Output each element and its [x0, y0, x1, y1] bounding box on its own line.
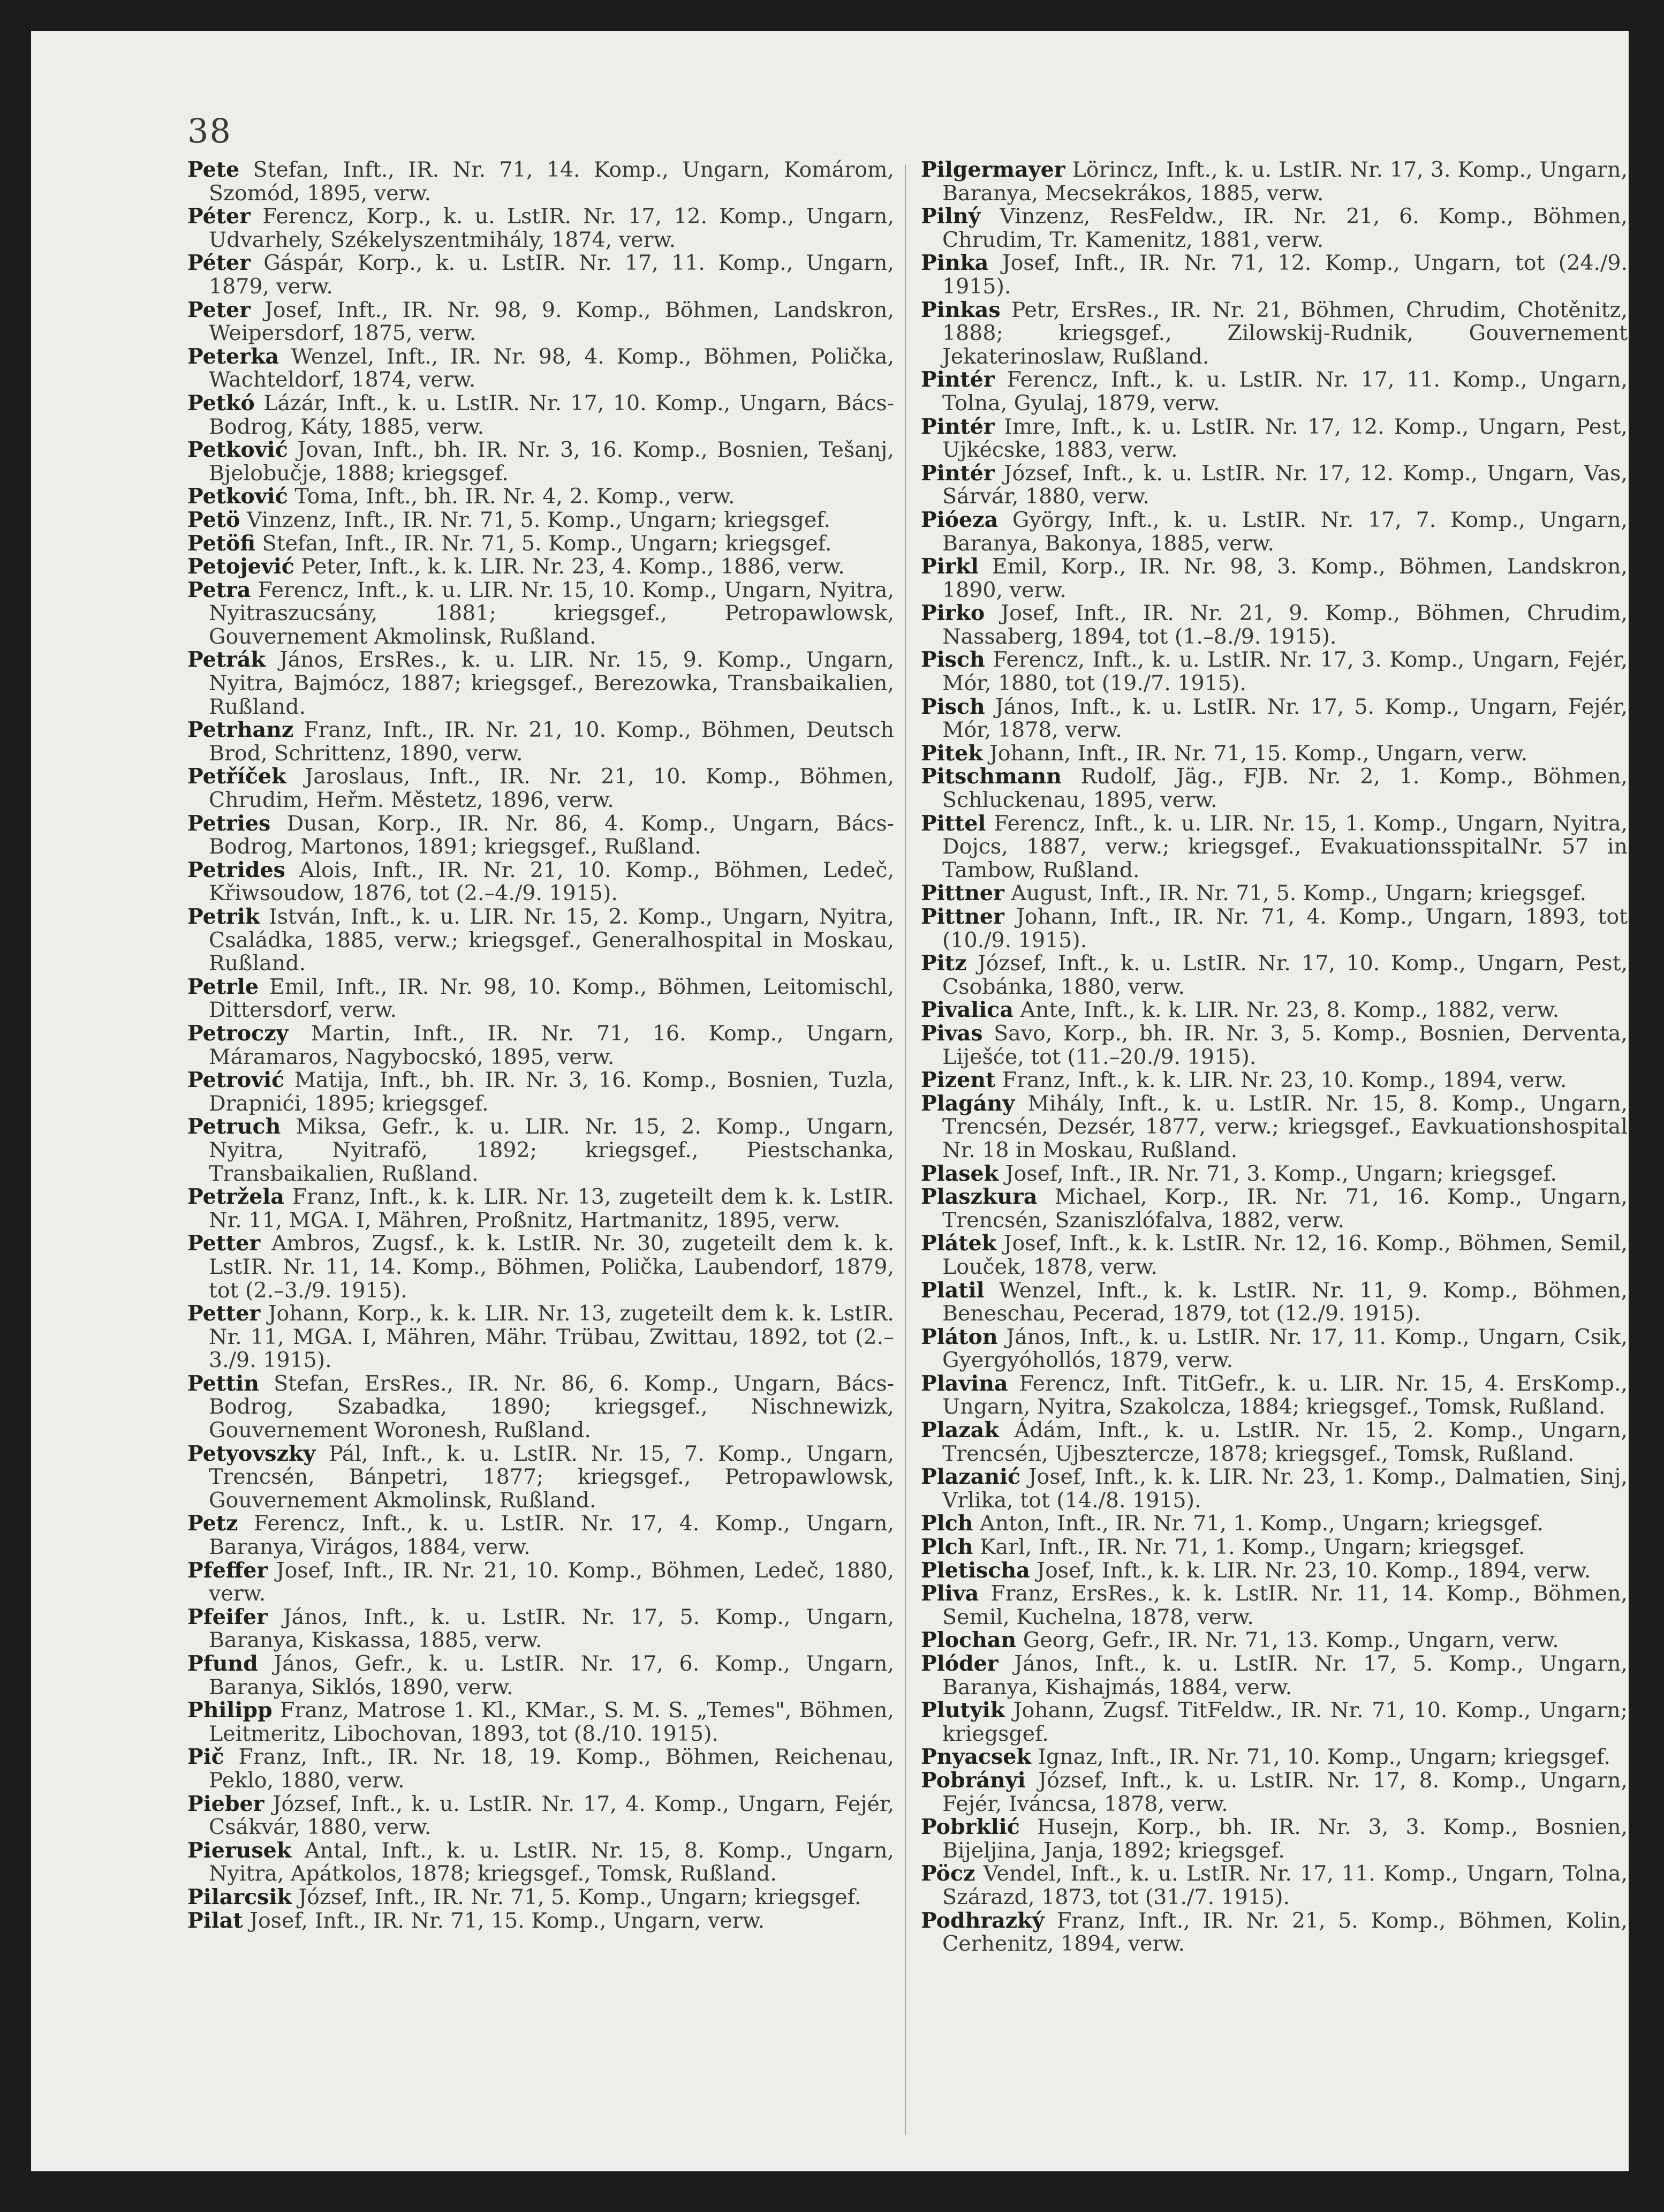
register-entry: [921, 1326, 1628, 1372]
entry-surname: Petter: [187, 1301, 261, 1326]
register-entry: [187, 1793, 894, 1839]
entry-details: Martin, Inft., IR. Nr. 71, 16. Komp., Ungarn, Máramaros, Nagybocskó, 1895, verw.: [209, 1021, 895, 1069]
register-entry: [921, 252, 1628, 298]
entry-surname: Plátek: [921, 1231, 997, 1256]
entry-details: János, Inft., k. u. LstIR. Nr. 17, 5. Komp., Ungarn, Fejér, Mór, 1878, verw.: [942, 694, 1628, 743]
entry-surname: Plavina: [921, 1371, 1008, 1396]
entry-surname: Petković: [187, 437, 288, 463]
entry-surname: Pnyacsek: [921, 1745, 1031, 1770]
entry-surname: Petojević: [187, 554, 294, 579]
entry-surname: Petkó: [187, 390, 255, 416]
entry-details: Stefan, Inft., IR. Nr. 71, 14. Komp., Ungarn, Komárom, Szomód, 1895, verw.: [209, 157, 894, 206]
register-entry: [187, 1839, 894, 1886]
register-entry: [921, 416, 1628, 462]
register-entry: [921, 1162, 1628, 1186]
entry-surname: Petrhanz: [187, 718, 294, 743]
register-entry: [921, 1699, 1628, 1746]
entry-details: Josef, Inft., k. k. LIR. Nr. 23, 1. Komp., Dalmatien, Sinj, Vrlika, tot (14./8. 1915).: [942, 1464, 1628, 1513]
entry-details: György, Inft., k. u. LstIR. Nr. 17, 7. Komp., Ungarn, Baranya, Bakonya, 1885, verw.: [942, 507, 1628, 556]
entry-details: Ferencz, Inft. TitGefr., k. u. LIR. Nr. 15, 4. ErsKomp., Ungarn, Nyitra, Szakolcza, 1884; kriegsgef., Tomsk, Rußland.: [942, 1371, 1628, 1420]
entry-details: János, Inft., k. u. LstIR. Nr. 17, 11. Komp., Ungarn, Csik, Gyergyóhollós, 1879, verw.: [942, 1324, 1628, 1373]
entry-details: János, Inft., k. u. LstIR. Nr. 17, 5. Komp., Ungarn, Baranya, Kiskassa, 1885, verw.: [209, 1604, 894, 1653]
entry-details: Josef, Inft., IR. Nr. 71, 3. Komp., Ungarn; kriegsgef.: [1005, 1161, 1557, 1186]
entry-details: Husejn, Korp., bh. IR. Nr. 3, 3. Komp., Bosnien, Bijeljina, Janja, 1892; kriegsgef.: [942, 1815, 1628, 1863]
register-entry: [921, 1862, 1628, 1909]
entry-details: Rudolf, Jäg., FJB. Nr. 2, 1. Komp., Böhmen, Schluckenau, 1895, verw.: [942, 764, 1628, 813]
entry-details: Ferencz, Inft., k. u. LstIR. Nr. 17, 3. Komp., Ungarn, Fejér, Mór, 1880, tot (19./7. 1915).: [942, 647, 1628, 696]
register-entry: [187, 252, 894, 298]
entry-surname: Pizent: [921, 1068, 996, 1093]
register-entry: [921, 462, 1628, 509]
entry-surname: Platil: [921, 1278, 985, 1303]
register-entry: [187, 812, 894, 859]
register-entry: [187, 1022, 894, 1069]
entry-details: Ferencz, Inft., k. u. LstIR. Nr. 17, 4. Komp., Ungarn, Baranya, Virágos, 1884, verw.: [209, 1511, 894, 1560]
entry-surname: Pletischa: [921, 1558, 1030, 1583]
column-divider: [905, 165, 906, 2135]
entry-details: Miksa, Gefr., k. u. LIR. Nr. 15, 2. Komp., Ungarn, Nyitra, Nyitrafö, 1892; kriegsgef., Piestschanka, Transbaikalien, Rußland.: [209, 1114, 894, 1186]
register-entry: [187, 905, 894, 976]
entry-details: Franz, ErsRes., k. k. LstIR. Nr. 11, 14. Komp., Böhmen, Semil, Kuchelna, 1878, verw.: [942, 1581, 1628, 1629]
entry-surname: Petz: [187, 1511, 238, 1536]
register-entry: [921, 812, 1628, 882]
entry-details: Gáspár, Korp., k. u. LstIR. Nr. 17, 11. Komp., Ungarn, 1879, verw.: [209, 251, 894, 299]
register-entry: [187, 765, 894, 812]
entry-surname: Péter: [187, 251, 251, 276]
register-entry: [187, 1443, 894, 1513]
entry-surname: Pilarcsik: [187, 1884, 292, 1909]
entry-surname: Pittner: [921, 904, 1004, 929]
entry-surname: Pitz: [921, 951, 967, 976]
register-entry: [921, 1279, 1628, 1326]
entry-surname: Pivalica: [921, 998, 1013, 1023]
register-entry: [187, 1746, 894, 1792]
entry-details: Dusan, Korp., IR. Nr. 86, 4. Komp., Ungarn, Bács-Bodrog, Martonos, 1891; kriegsgef., Rußland.: [209, 811, 894, 859]
entry-details: Ferencz, Inft., k. u. LIR. Nr. 15, 10. Komp., Ungarn, Nyitra, Nyitraszucsány, 1881; kriegsgef., Petropawlowsk, Gouvernement Akmolinsk, Rußland.: [209, 577, 894, 649]
entry-surname: Petra: [187, 577, 251, 602]
entry-surname: Plochan: [921, 1628, 1017, 1653]
entry-surname: Peter: [187, 297, 251, 322]
entry-surname: Pič: [187, 1745, 224, 1770]
entry-details: Johann, Inft., IR. Nr. 71, 4. Komp., Ungarn, 1893, tot (10./9. 1915).: [942, 904, 1628, 953]
entry-surname: Pinka: [921, 251, 989, 276]
entry-surname: Petrák: [187, 647, 266, 673]
entry-details: István, Inft., k. u. LIR. Nr. 15, 2. Komp., Ungarn, Nyitra, Családka, 1885, verw.; kriegsgef., Generalhospital in Moskau, Rußland.: [209, 904, 895, 976]
register-entry: [187, 205, 894, 252]
entry-details: József, Inft., IR. Nr. 71, 5. Komp., Ungarn; kriegsgef.: [298, 1884, 861, 1909]
entry-surname: Petržela: [187, 1184, 284, 1210]
entry-details: Josef, Inft., IR. Nr. 21, 10. Komp., Böhmen, Ledeč, 1880, verw.: [209, 1558, 894, 1606]
register-entry: [921, 1536, 1628, 1559]
register-entry: [187, 532, 894, 556]
entry-details: Franz, Inft., IR. Nr. 21, 10. Komp., Böhmen, Deutsch Brod, Schrittenz, 1890, verw.: [209, 718, 894, 766]
register-entry: [921, 1909, 1628, 1956]
entry-surname: Pöcz: [921, 1861, 975, 1886]
page-number: 38: [187, 111, 232, 150]
register-entry: [187, 1232, 894, 1302]
entry-surname: Péter: [187, 204, 251, 229]
register-entry: [921, 905, 1628, 952]
book-page: [31, 31, 1629, 2171]
entry-details: Franz, Matrose 1. Kl., KMar., S. M. S. „Temes", Böhmen, Leitmeritz, Libochovan, 1893, tot (8./10. 1915).: [209, 1698, 894, 1746]
entry-details: Ferencz, Korp., k. u. LstIR. Nr. 17, 12. Komp., Ungarn, Udvarhely, Székelyszentmihály, 1874, verw.: [209, 204, 894, 252]
entry-details: Vinzenz, ResFeldw., IR. Nr. 21, 6. Komp., Böhmen, Chrudim, Tr. Kamenitz, 1881, verw.: [942, 204, 1628, 252]
register-entry: [187, 1512, 894, 1559]
register-entry: [921, 509, 1628, 555]
register-entry: [921, 299, 1628, 369]
register-entry: [921, 1372, 1628, 1419]
register-entry: [187, 509, 894, 532]
entry-details: Peter, Inft., k. k. LIR. Nr. 23, 4. Komp., 1886, verw.: [301, 554, 845, 579]
register-entry: [921, 1069, 1628, 1092]
entry-details: Ante, Inft., k. k. LIR. Nr. 23, 8. Komp., 1882, verw.: [1020, 998, 1560, 1023]
entry-details: Pál, Inft., k. u. LstIR. Nr. 15, 7. Komp., Ungarn, Trencsén, Bánpetri, 1877; kriegsgef., Petropawlowsk, Gouvernement Akmolinsk, Rußland.: [209, 1441, 894, 1513]
register-entry: [921, 205, 1628, 252]
entry-surname: Petrović: [187, 1068, 285, 1093]
entry-surname: Plaszkura: [921, 1184, 1038, 1210]
entry-surname: Pfund: [187, 1651, 258, 1676]
entry-details: Josef, Inft., IR. Nr. 21, 9. Komp., Böhmen, Chrudim, Nassaberg, 1894, tot (1.–8./9. 1915).: [942, 601, 1628, 649]
entry-surname: Pliva: [921, 1581, 979, 1606]
entry-surname: Pintér: [921, 460, 995, 486]
entry-surname: Petries: [187, 811, 271, 836]
entry-surname: Pobrklić: [921, 1815, 1020, 1840]
entry-details: János, Gefr., k. u. LstIR. Nr. 17, 6. Komp., Ungarn, Baranya, Siklós, 1890, verw.: [209, 1651, 895, 1700]
entry-details: József, Inft., k. u. LstIR. Nr. 17, 12. Komp., Ungarn, Vas, Sárvár, 1880, verw.: [942, 460, 1628, 509]
register-entry: [187, 299, 894, 345]
entry-surname: Plutyik: [921, 1698, 1005, 1723]
entry-details: Vendel, Inft., k. u. LstIR. Nr. 17, 11. Komp., Ungarn, Tolna, Szárazd, 1873, tot (31./7. 1915).: [942, 1861, 1628, 1909]
entry-details: Emil, Korp., IR. Nr. 98, 3. Komp., Böhmen, Landskron, 1890, verw.: [942, 554, 1628, 602]
register-entry: [187, 719, 894, 765]
entry-surname: Petrides: [187, 857, 285, 882]
entry-surname: Pisch: [921, 694, 985, 719]
register-entry: [187, 1909, 894, 1933]
entry-surname: Pilat: [187, 1908, 243, 1933]
entry-details: Josef, Inft., IR. Nr. 71, 12. Komp., Ungarn, tot (24./9. 1915).: [942, 251, 1628, 299]
register-entry: [187, 345, 894, 392]
entry-details: Matija, Inft., bh. IR. Nr. 3, 16. Komp., Bosnien, Tuzla, Drapnići, 1895; kriegsgef.: [209, 1068, 894, 1116]
entry-details: Stefan, ErsRes., IR. Nr. 86, 6. Komp., Ungarn, Bács-Bodrog, Szabadka, 1890; kriegsgef., Nischnewizk, Gouvernement Woronesh, Rußland.: [209, 1371, 894, 1443]
entry-details: József, Inft., k. u. LstIR. Nr. 17, 4. Komp., Ungarn, Fejér, Csákvár, 1880, verw.: [209, 1791, 894, 1840]
entry-details: Franz, Inft., IR. Nr. 21, 5. Komp., Böhmen, Kolin, Cerhenitz, 1894, verw.: [942, 1908, 1628, 1957]
entry-surname: Pfeifer: [187, 1604, 268, 1629]
register-entry: [187, 1606, 894, 1652]
register-entry: [187, 1186, 894, 1232]
entry-surname: Pfeffer: [187, 1558, 268, 1583]
register-entry: [921, 1746, 1628, 1769]
register-entry: [187, 485, 894, 509]
entry-details: Vinzenz, Inft., IR. Nr. 71, 5. Komp., Ungarn; kriegsgef.: [246, 507, 831, 532]
entry-details: Ádám, Inft., k. u. LstIR. Nr. 15, 2. Komp., Ungarn, Trencsén, Ujbesztercze, 1878; kriegsgef., Tomsk, Rußland.: [942, 1418, 1628, 1466]
entry-surname: Pilgermayer: [921, 157, 1065, 182]
register-entry: [921, 1092, 1628, 1162]
entry-details: József, Inft., k. u. LstIR. Nr. 17, 10. Komp., Ungarn, Pest, Csobánka, 1880, verw.: [942, 951, 1628, 999]
entry-surname: Petter: [187, 1231, 261, 1256]
entry-details: Emil, Inft., IR. Nr. 98, 10. Komp., Böhmen, Leitomischl, Dittersdorf, verw.: [209, 974, 894, 1023]
register-entry: [921, 742, 1628, 766]
register-entry: [187, 579, 894, 649]
entry-surname: Pirko: [921, 601, 985, 626]
entry-surname: Petković: [187, 484, 288, 509]
entry-surname: Petrle: [187, 974, 259, 999]
entry-details: Johann, Korp., k. k. LIR. Nr. 13, zugeteilt dem k. k. LstIR. Nr. 11, MGA. I, Mähren, Mähr. Trübau, Zwittau, 1892, tot (2.–3./9. 1915).: [209, 1301, 894, 1373]
register-entry: [187, 392, 894, 439]
register-entry: [921, 1769, 1628, 1816]
entry-surname: Petyovszky: [187, 1441, 316, 1466]
register-entry: [921, 158, 1628, 205]
entry-details: Lörincz, Inft., k. u. LstIR. Nr. 17, 3. Komp., Ungarn, Baranya, Mecsekrákos, 1885, verw.: [942, 157, 1628, 206]
entry-details: Franz, Inft., IR. Nr. 18, 19. Komp., Böhmen, Reichenau, Peklo, 1880, verw.: [209, 1745, 894, 1793]
entry-details: József, Inft., k. u. LstIR. Nr. 17, 8. Komp., Ungarn, Fejér, Iváncsa, 1878, verw.: [942, 1768, 1628, 1816]
entry-surname: Petruch: [187, 1114, 281, 1139]
entry-details: Johann, Inft., IR. Nr. 71, 15. Komp., Ungarn, verw.: [989, 741, 1528, 766]
entry-surname: Pittner: [921, 881, 1004, 906]
entry-details: Josef, Inft., IR. Nr. 98, 9. Komp., Böhmen, Landskron, Weipersdorf, 1875, verw.: [209, 297, 895, 346]
entry-surname: Pióeza: [921, 507, 999, 532]
entry-surname: Pintér: [921, 367, 995, 392]
entry-details: Franz, Inft., k. k. LIR. Nr. 13, zugeteilt dem k. k. LstIR. Nr. 11, MGA. I, Mähren, Proßnitz, Hartmanitz, 1895, verw.: [209, 1184, 894, 1233]
entry-details: Stefan, Inft., IR. Nr. 71, 5. Komp., Ungarn; kriegsgef.: [262, 531, 832, 556]
entry-surname: Petöfi: [187, 531, 256, 556]
entry-surname: Plazak: [921, 1418, 999, 1443]
register-entry: [187, 1699, 894, 1746]
entry-details: Josef, Inft., k. k. LIR. Nr. 23, 10. Komp., 1894, verw.: [1037, 1558, 1591, 1583]
register-entry: [921, 1582, 1628, 1629]
entry-details: Lázár, Inft., k. u. LstIR. Nr. 17, 10. Komp., Ungarn, Bács-Bodrog, Káty, 1885, verw.: [209, 390, 894, 439]
register-entry: [187, 1372, 894, 1443]
register-entry: [921, 1419, 1628, 1466]
register-entry: [187, 1302, 894, 1372]
entry-details: Anton, Inft., IR. Nr. 71, 1. Komp., Ungarn; kriegsgef.: [980, 1511, 1544, 1536]
entry-surname: Pirkl: [921, 554, 979, 579]
register-entry: [187, 158, 894, 205]
register-entry: [187, 439, 894, 485]
entry-surname: Plagány: [921, 1091, 1015, 1116]
entry-surname: Pisch: [921, 647, 985, 673]
register-entry: [921, 1022, 1628, 1069]
entry-surname: Philipp: [187, 1698, 273, 1723]
register-entry: [187, 859, 894, 905]
entry-details: Johann, Zugsf. TitFeldw., IR. Nr. 71, 10. Komp., Ungarn; kriegsgef.: [942, 1698, 1628, 1746]
entry-details: August, Inft., IR. Nr. 71, 5. Komp., Ungarn; kriegsgef.: [1011, 881, 1587, 906]
entry-details: Michael, Korp., IR. Nr. 71, 16. Komp., Ungarn, Trencsén, Szaniszlófalva, 1882, verw.: [942, 1184, 1628, 1233]
entry-details: Josef, Inft., k. k. LstIR. Nr. 12, 16. Komp., Böhmen, Semil, Louček, 1878, verw.: [942, 1231, 1628, 1279]
register-entry: [921, 602, 1628, 648]
register-entry: [921, 1629, 1628, 1652]
entry-surname: Plazanić: [921, 1464, 1021, 1490]
register-entry: [187, 555, 894, 579]
register-entry: [921, 696, 1628, 742]
entry-details: Ambros, Zugsf., k. k. LstIR. Nr. 30, zugeteilt dem k. k. LstIR. Nr. 11, 14. Komp., Böhmen, Polička, Laubendorf, 1879, tot (2.–3./9. 1915).: [209, 1231, 895, 1303]
register-entry: [921, 1652, 1628, 1699]
entry-details: Josef, Inft., IR. Nr. 71, 15. Komp., Ungarn, verw.: [249, 1908, 765, 1933]
entry-surname: Petříček: [187, 764, 286, 789]
entry-details: Petr, ErsRes., IR. Nr. 21, Böhmen, Chrudim, Chotěnitz, 1888; kriegsgef., Zilowskij-Rudnik, Gouvernement Jekaterinoslaw, Rußland.: [942, 297, 1628, 369]
entry-details: János, Inft., k. u. LstIR. Nr. 17, 5. Komp., Ungarn, Baranya, Kishajmás, 1884, verw.: [942, 1651, 1628, 1700]
entry-surname: Pinkas: [921, 297, 1001, 322]
entry-details: Franz, Inft., k. k. LIR. Nr. 23, 10. Komp., 1894, verw.: [1002, 1068, 1567, 1093]
entry-details: Georg, Gefr., IR. Nr. 71, 13. Komp., Ungarn, verw.: [1023, 1628, 1559, 1653]
entry-details: Jaroslaus, Inft., IR. Nr. 21, 10. Komp., Böhmen, Chrudim, Heřm. Městetz, 1896, verw.: [209, 764, 894, 813]
entry-details: Alois, Inft., IR. Nr. 21, 10. Komp., Böhmen, Ledeč, Křiwsoudow, 1876, tot (2.–4./9. 1915).: [209, 857, 894, 906]
entry-details: Ferencz, Inft., k. u. LstIR. Nr. 17, 11. Komp., Ungarn, Tolna, Gyulaj, 1879, verw.: [942, 367, 1628, 416]
entry-surname: Petrik: [187, 904, 260, 929]
register-entry: [921, 765, 1628, 812]
register-entry: [921, 368, 1628, 415]
register-entry: [921, 1232, 1628, 1279]
entry-surname: Petroczy: [187, 1021, 289, 1046]
entry-surname: Pláton: [921, 1324, 998, 1349]
entry-details: Ferencz, Inft., k. u. LIR. Nr. 15, 1. Komp., Ungarn, Nyitra, Dojcs, 1887, verw.; kriegsgef., EvakuationsspitalNr. 57 in Tambow, Rußland.: [942, 811, 1628, 882]
register-entry: [921, 648, 1628, 695]
entry-details: Karl, Inft., IR. Nr. 71, 1. Komp., Ungarn; kriegsgef.: [980, 1535, 1525, 1560]
register-entry: [187, 976, 894, 1022]
entry-surname: Pierusek: [187, 1838, 292, 1863]
register-entry: [187, 1069, 894, 1115]
entry-surname: Peterka: [187, 344, 279, 369]
entry-details: Wenzel, Inft., k. k. LstIR. Nr. 11, 9. Komp., Böhmen, Beneschau, Pecerad, 1879, tot (12./9. 1915).: [942, 1278, 1628, 1326]
register-entry: [187, 1115, 894, 1186]
register-entry: [921, 1816, 1628, 1862]
register-entry: [921, 952, 1628, 999]
entry-surname: Pobrányi: [921, 1768, 1026, 1793]
entry-surname: Pitek: [921, 741, 983, 766]
register-entry: [921, 999, 1628, 1022]
entry-surname: Pivas: [921, 1021, 983, 1046]
register-entry: [921, 1186, 1628, 1232]
entry-details: Savo, Korp., bh. IR. Nr. 3, 5. Komp., Bosnien, Derventa, Liješće, tot (11.–20./9. 1915).: [942, 1021, 1628, 1069]
entry-details: Ignaz, Inft., IR. Nr. 71, 10. Komp., Ungarn; kriegsgef.: [1038, 1745, 1610, 1770]
register-entry: [187, 1652, 894, 1699]
register-entry: [921, 1512, 1628, 1536]
entry-surname: Pilný: [921, 204, 981, 229]
entry-details: Mihály, Inft., k. u. LstIR. Nr. 15, 8. Komp., Ungarn, Trencsén, Dezsér, 1877, verw.; kriegsgef., Eavkuationshospital Nr. 18 in Moskau, Rußland.: [942, 1091, 1628, 1162]
entry-surname: Pintér: [921, 414, 995, 439]
entry-surname: Pete: [187, 157, 240, 182]
entry-surname: Plch: [921, 1535, 973, 1560]
entry-details: Antal, Inft., k. u. LstIR. Nr. 15, 8. Komp., Ungarn, Nyitra, Apátkolos, 1878; kriegsgef., Tomsk, Rußland.: [209, 1838, 894, 1886]
register-entry: [921, 555, 1628, 602]
left-column: [187, 158, 894, 1932]
entry-surname: Pittel: [921, 811, 986, 836]
register-entry: [187, 648, 894, 719]
entry-surname: Petö: [187, 507, 240, 532]
entry-details: Jovan, Inft., bh. IR. Nr. 3, 16. Komp., Bosnien, Tešanj, Bjelobučje, 1888; kriegsgef.: [209, 437, 894, 486]
entry-surname: Podhrazký: [921, 1908, 1045, 1933]
entry-details: Toma, Inft., bh. IR. Nr. 4, 2. Komp., verw.: [294, 484, 735, 509]
entry-details: János, ErsRes., k. u. LIR. Nr. 15, 9. Komp., Ungarn, Nyitra, Bajmócz, 1887; kriegsgef., Berezowka, Transbaikalien, Rußland.: [209, 647, 895, 719]
entry-surname: Plasek: [921, 1161, 999, 1186]
register-entry: [921, 882, 1628, 905]
entry-surname: Pieber: [187, 1791, 264, 1816]
register-entry: [921, 1466, 1628, 1512]
entry-surname: Pettin: [187, 1371, 259, 1396]
entry-details: Imre, Inft., k. u. LstIR. Nr. 17, 12. Komp., Ungarn, Pest, Ujkécske, 1883, verw.: [942, 414, 1628, 463]
right-column: [921, 158, 1628, 1956]
entry-details: Wenzel, Inft., IR. Nr. 98, 4. Komp., Böhmen, Polička, Wachteldorf, 1874, verw.: [209, 344, 894, 392]
entry-surname: Plch: [921, 1511, 973, 1536]
register-entry: [187, 1559, 894, 1606]
entry-surname: Plóder: [921, 1651, 999, 1676]
register-entry: [187, 1886, 894, 1909]
register-entry: [921, 1559, 1628, 1583]
entry-surname: Pitschmann: [921, 764, 1062, 789]
